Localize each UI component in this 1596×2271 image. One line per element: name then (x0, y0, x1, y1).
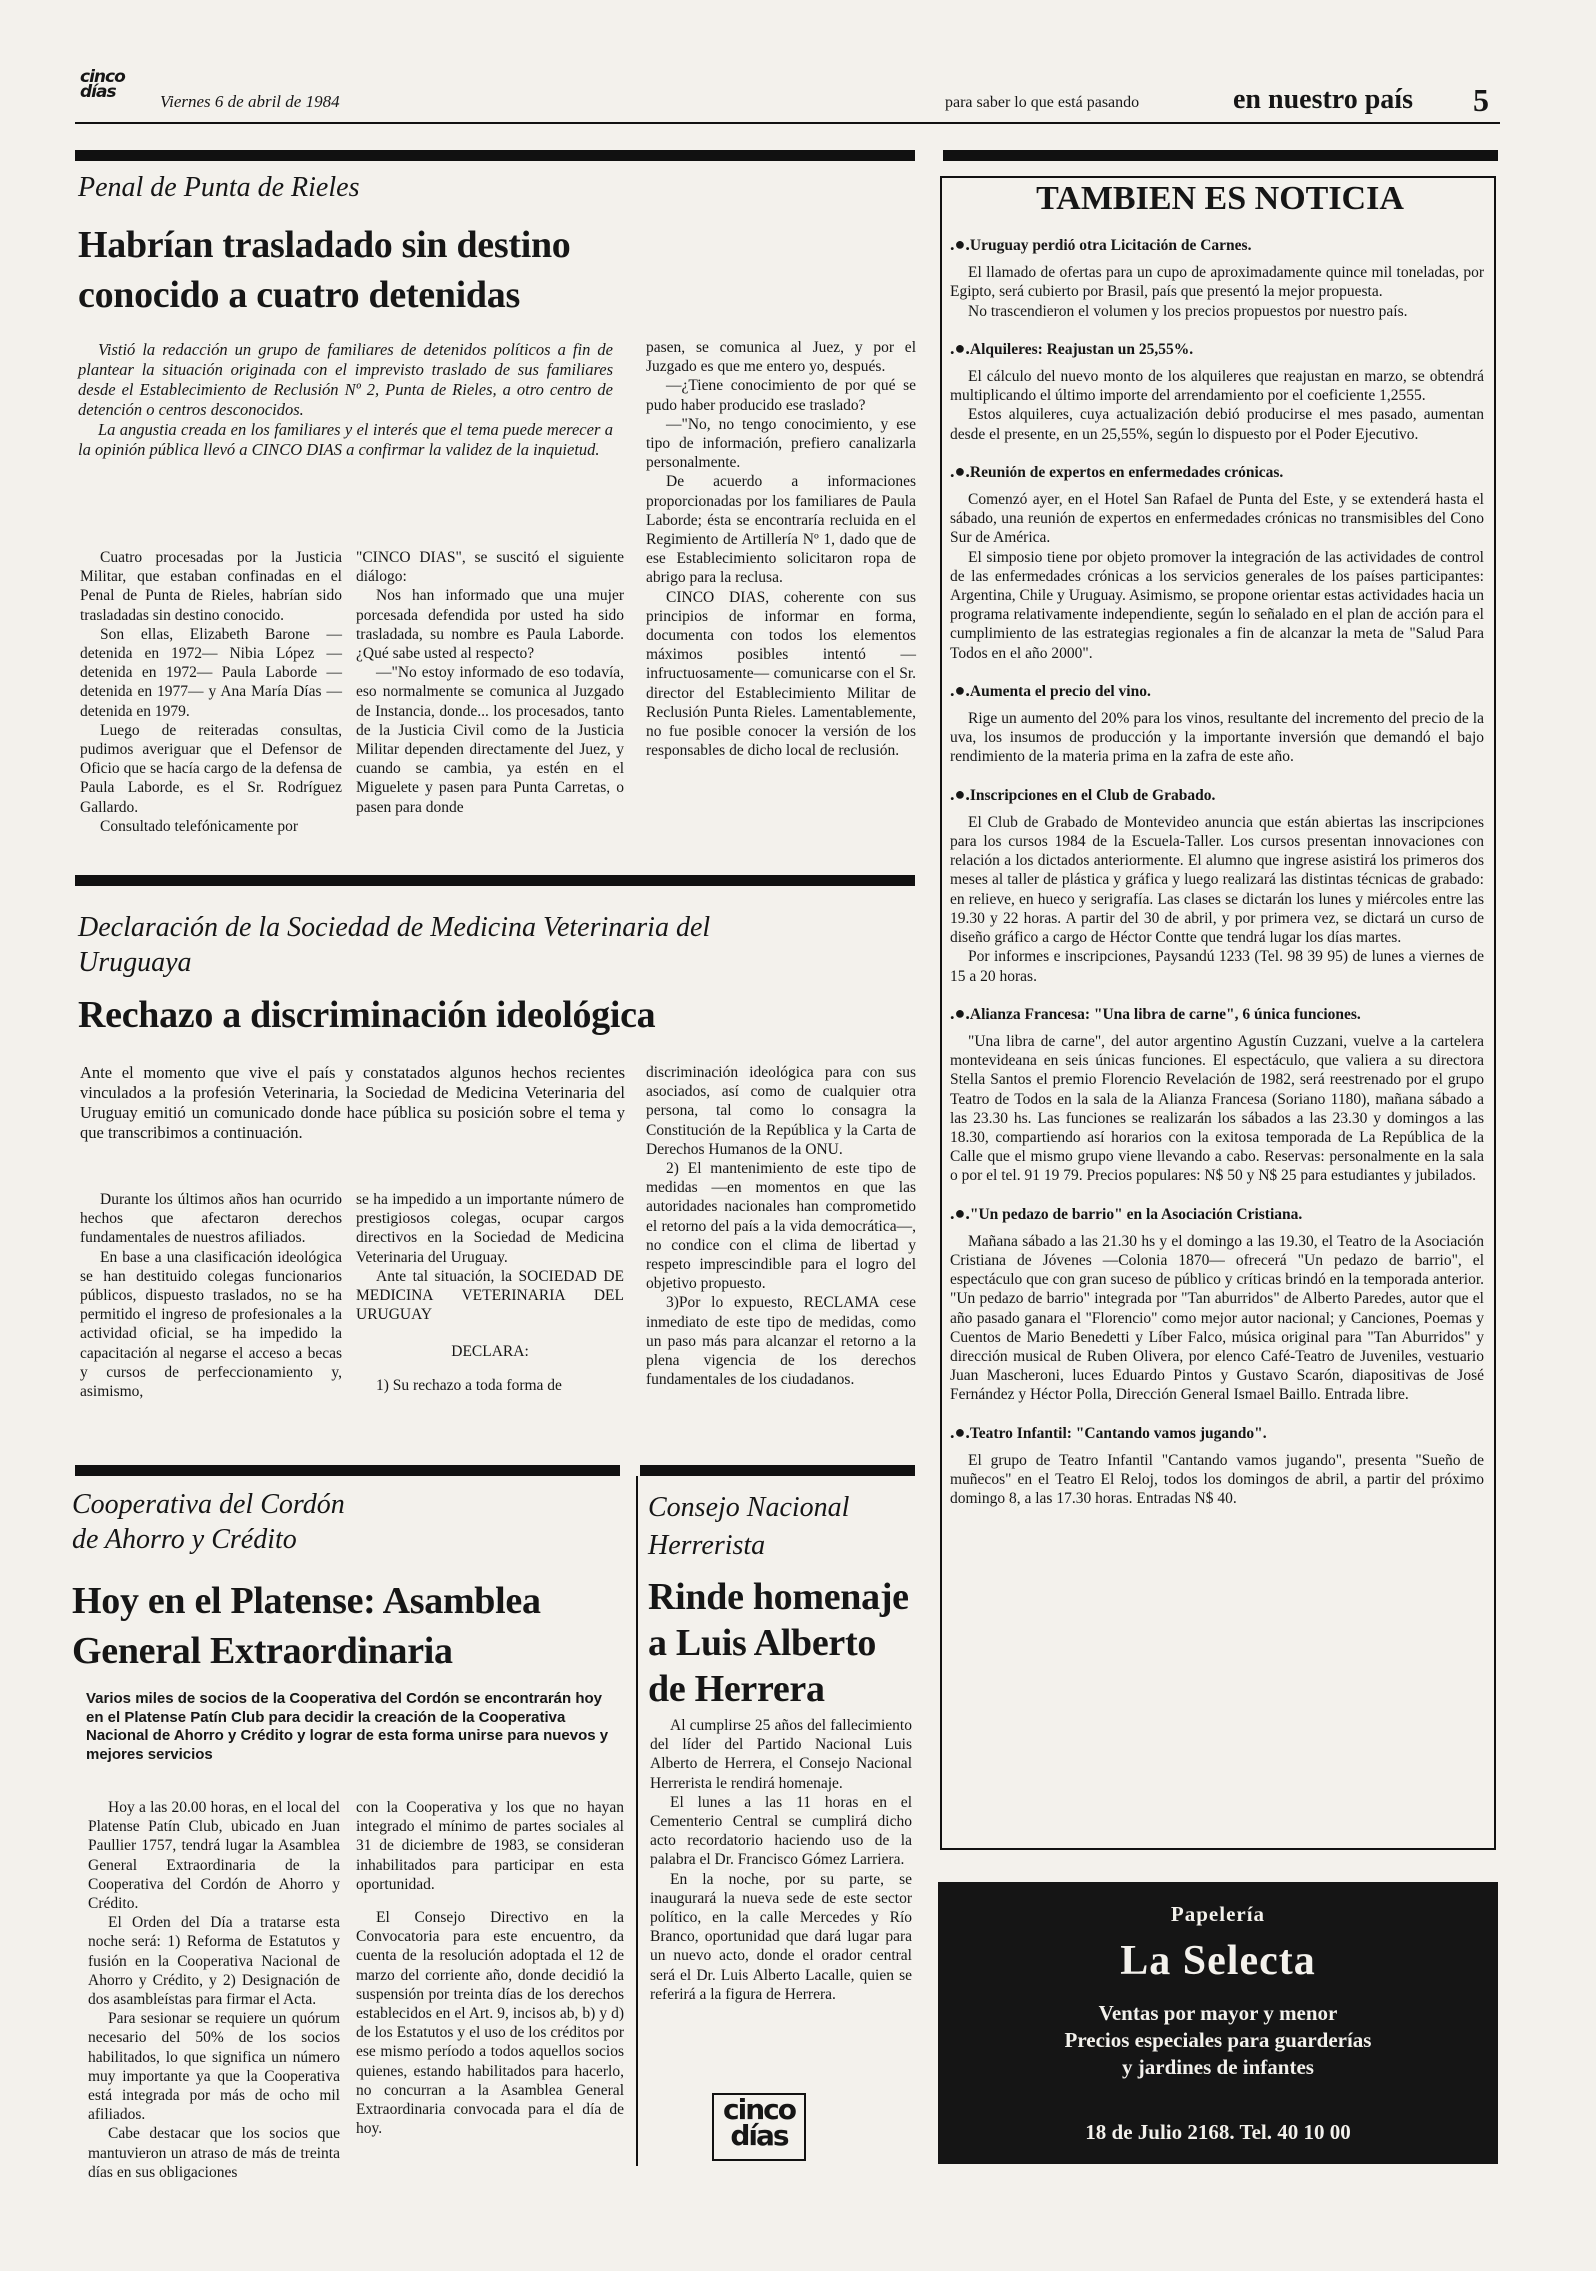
noticias-item-heading: .●.Teatro Infantil: "Cantando vamos jugando". (950, 1421, 1267, 1442)
ad-box (938, 1882, 1498, 2164)
article4-headline-line2: a Luis Alberto (648, 1622, 877, 1664)
article2-col1-p1: Durante los últimos años han ocurrido hechos que afectaron derechos fundamentales de nuestros afiliados. (80, 1191, 342, 1247)
article2-col2-p1: se ha impedido a un importante número de prestigiosos colegas, ocupar cargos directivos en la Sociedad de Medicina Veterinaria del Uruguay. (356, 1191, 624, 1266)
noticias-item-p2: No trascendieron el volumen y los precios propuestos por nuestro país. (968, 302, 1408, 320)
noticias-item-heading: .●.Uruguay perdió otra Licitación de Carnes. (950, 234, 1252, 254)
ad-name: La Selecta (1120, 1938, 1316, 1984)
masthead (0, 0, 1596, 140)
noticias-item-heading: .●.Inscripciones en el Club de Grabado. (950, 783, 1216, 804)
article3-section-line2: de Ahorro y Crédito (72, 1524, 297, 1555)
noticias-item-heading: .●.Alquileres: Reajustan un 25,55%. (950, 337, 1194, 358)
article1-section: Penal de Punta de Rieles (78, 172, 360, 203)
noticias-item (950, 681, 1484, 767)
article4-top-bar (640, 1465, 915, 1476)
article3-col1-p3: Para sesionar se requiere un quórum necesario del 50% de los socios habilitados, lo que significa un número muy importante ya que la Cooperativa está integrada por más de ocho mil afiliados. (88, 2010, 340, 2124)
noticias-top-bar (943, 150, 1498, 161)
ad-line1: Ventas por mayor y menor (1098, 2001, 1338, 2025)
noticias-item (950, 1004, 1484, 1186)
article3-col1 (88, 1798, 340, 2182)
article1-col3-p1: pasen, se comunica al Juez, y por el Juzgado es que me entero yo, después. (646, 339, 916, 376)
noticias-item-heading: .●."Un pedazo de barrio" en la Asociación Cristiana. (950, 1202, 1303, 1223)
noticias-item (950, 339, 1484, 444)
noticias-item-p1: El cálculo del nuevo monto de los alquileres que reajustan en marzo, se obtendrá multiplicando el último importe del arrendamiento por el coeficiente 1,2555. (950, 368, 1484, 405)
article4-p2: El lunes a las 11 horas en el Cementerio Central se cumplirá dicho acto recordatorio haciendo uso de la palabra el Dr. Francisco Gómez Larriera. (650, 1793, 912, 1869)
article2-intro-text: Ante el momento que vive el país y constatados algunos hechos recientes vinculados a la profesión Veterinaria, la Sociedad de Medicina Veterinaria del Uruguay emitió un comunicado donde hace pública su posición sobre el tema y que transcribimos a continuación. (80, 1063, 625, 1142)
article3-lead: Varios miles de socios de la Cooperativa del Cordón se encontrarán hoy en el Platense Patín Club para decidir la creación de la Cooperativa Nacional de Ahorro y Crédito y lograr de esta forma unirse para nuevos y mejores servicios (86, 1690, 609, 1763)
noticias-item-p2: Por informes e inscripciones, Paysandú 1233 (Tel. 98 39 95) de lunes a viernes de 15 a 20 horas. (950, 948, 1484, 985)
article4-headline-line1: Rinde homenaje (648, 1576, 909, 1618)
noticias-item-heading: .●.Aumenta el precio del vino. (950, 679, 1151, 700)
noticias-item (950, 1204, 1484, 1405)
article2-col3-p3: 3)Por lo expuesto, RECLAMA cese inmediato de este tipo de medidas, como un paso más para alcanzar el retorno a la plena vigencia de los derechos fundamentales de los ciudadanos. (646, 1294, 916, 1389)
masthead-date: Viernes 6 de abril de 1984 (160, 92, 340, 111)
ad-address: 18 de Julio 2168. Tel. 40 10 00 (1085, 2120, 1351, 2144)
article1-col2-p1: "CINCO DIAS", se suscitó el siguiente diálogo: (356, 549, 624, 586)
article2-col1-p2: En base a una clasificación ideológica se han destituido colegas funcionarios públicos, dispuesto traslados, no se ha permitido el ingreso de profesionales a la actividad oficial, se ha impedido la capacitación al negarse el acceso a becas y cursos de perfeccionamiento y, asimismo, (80, 1248, 342, 1401)
article1-col3-p4: De acuerdo a informaciones proporcionadas por los familiares de Paula Laborde; ésta se encontraría recluida en el Regimiento de Artillería Nº 1, dado que de ese Establecimiento solicitaron ropa de abrigo para la reclusa. (646, 473, 916, 587)
article2-col2-p2: Ante tal situación, la SOCIEDAD DE MEDICINA VETERINARIA DEL URUGUAY (356, 1267, 624, 1324)
article4-box-border (636, 1476, 638, 2166)
article4-logo (712, 2093, 806, 2161)
ad-top: Papelería (1170, 1902, 1266, 1926)
page-number: 5 (1473, 82, 1489, 118)
noticias-item (950, 235, 1484, 321)
article1-col3 (646, 338, 916, 760)
article1-col1-p1: Cuatro procesadas por la Justicia Militar, que estaban confinadas en el Penal de Punta de Rieles, habrían sido trasladadas sin destino conocido. (80, 549, 342, 624)
article4-logo-text: cinco días (723, 2093, 795, 2152)
article4-section-line1: Consejo Nacional (648, 1492, 850, 1523)
article1-lead-p1: Vistió la redacción un grupo de familiares de detenidos políticos a fin de plantear la situación originada con el imprevisto traslado de sus familiares desde el Establecimiento de Reclusión Nº 2, Punta de Rieles, a otro centro de detención o centros desconocidos. (78, 340, 613, 419)
article1-col3-p5: CINCO DIAS, coherente con sus principios de informar en forma, documenta con todos los elementos máximos posibles intentó —infructuosamente— comunicarse con el Sr. director del Establecimiento Militar de Reclusión Punta Rieles. Lamentablemente, no fue posible conocer la versión de los responsables de dicho local de reclusión. (646, 588, 916, 760)
article2-col3-p2: 2) El mantenimiento de este tipo de medidas —en momentos en que las autoridades nacionales han comprometido el retorno del país a la vida democrática—, no condice con el clima de libertad y respeto imprescindible para el logro del objetivo propuesto. (646, 1160, 916, 1293)
article1-col3-p2: —¿Tiene conocimiento de por qué se pudo haber producido ese traslado? (646, 377, 916, 414)
article3-top-bar (75, 1465, 620, 1476)
article2-top-bar (75, 875, 915, 886)
article3-headline-line1: Hoy en el Platense: Asamblea (72, 1580, 541, 1622)
noticias-item-p1: El Club de Grabado de Montevideo anuncia que están abiertas las inscripciones para los cursos 1984 de la Escuela-Taller. Los cursos presentan innovaciones con relación a los dictados anteriormente. El alumno que ingrese asistirá los primeros dos meses al taller de plástica y gráfica y luego realizará las distintas técnicas de grabado: en relieve, en hueco y serigrafía. Las clases se dictarán los lunes y miércoles entre las 19.30 y 22 horas. A partir del 30 de abril, y por primera vez, se dictará un curso de diseño gráfico a cargo de Héctor Contte que tendrá lugar los días martes. (950, 813, 1484, 947)
article2-col2 (356, 1190, 624, 1395)
article1-top-bar (75, 150, 915, 161)
article1-col1-p3: Luego de reiteradas consultas, pudimos averiguar que el Defensor de Oficio que se hacía cargo de la defensa de Paula Laborde, es el Sr. Rodríguez Gallardo. (80, 721, 342, 816)
article3-col2-p1: con la Cooperativa y los que no hayan integrado el mínimo de partes sociales al 31 de diciembre de 1983, se consideran inhabilitados para participar en esta oportunidad. (356, 1799, 624, 1893)
noticias-item-p1: Rige un aumento del 20% para los vinos, resultante del incremento del precio de la uva, los insumos de producción y la importante inversión que demandó el bajo rendimiento de la materia prima en la zafra de este año. (950, 710, 1484, 766)
noticias-item (950, 785, 1484, 986)
noticias-item-p1: "Una libra de carne", del autor argentino Agustín Cuzzani, vuelve a la cartelera montevideana en seis únicas funciones. El espectáculo, que valiera a su directora Stella Santos el premio Florencio Revelación de 1982, será reestrenado por el grupo Teatro de Todos en la sala de la Alianza Francesa (Soriano 1180), mañana sábado a las 23.30 hs. Las funciones se realizarán los sábados a las 23.30 y domingos a las 18.30, compartiendo así horarios con la exitosa temporada de La República de la Calle que el mismo grupo viene llevando a cabo. Reservas: personalmente en la sala o por el tel. 91 19 79. Precios populares: N$ 50 y N$ 25 para estudiantes y jubilados. (950, 1032, 1484, 1185)
masthead-section: en nuestro país (1233, 84, 1413, 115)
noticias-item-p1: Comenzó ayer, en el Hotel San Rafael de Punta del Este, y se extenderá hasta el sábado, una reunión de expertos en enfermedades crónicas no transmisibles del Cono Sur de América. (950, 491, 1484, 547)
article1-col1-p4: Consultado telefónicamente por (100, 817, 298, 835)
article2-col2-p3: 1) Su rechazo a toda forma de (376, 1376, 562, 1394)
noticias-item-heading: .●.Reunión de expertos en enfermedades crónicas. (950, 460, 1284, 481)
noticias-item-p2: Estos alquileres, cuya actualización debió producirse el mes pasado, aumentan desde el presente, en un 25,55%, según lo dispuesto por el Poder Ejecutivo. (950, 406, 1484, 443)
article1-lead (78, 340, 613, 460)
article1-col2 (356, 548, 624, 817)
article1-headline-line1: Habrían trasladado sin destino (78, 224, 571, 266)
noticias-item-p1: El grupo de Teatro Infantil "Cantando vamos jugando", presenta "Sueño de muñecos" en el Teatro El Reloj, todos los domingos de abril, a partir del próximo domingo 8, a las 17.30 horas. Entradas N$ 40. (950, 1451, 1484, 1508)
article4-p1: Al cumplirse 25 años del fallecimiento del líder del Partido Nacional Luis Alberto de Herrera, el Consejo Nacional Herrerista le rendirá homenaje. (650, 1717, 912, 1792)
article4-p3: En la noche, por su parte, se inaugurará la nueva sede de este sector político, en la calle Mercedes y Río Branco, oportunidad que dará lugar para un nuevo acto, donde el orador central será el Dr. Luis Alberto Lacalle, quien se referirá a la figura de Herrera. (650, 1870, 912, 2003)
article2-col3 (646, 1063, 916, 1389)
noticias-item-heading: .●.Alianza Francesa: "Una libra de carne", 6 única funciones. (950, 1002, 1361, 1023)
ad-line3: y jardines de infantes (1122, 2055, 1314, 2079)
article2-col3-p1: discriminación ideológica para con sus asociados, así como de cualquier otra persona, tal como lo consagra la Constitución de la República y la Carta de Derechos Humanos de la ONU. (646, 1064, 916, 1158)
article3-col1-p1: Hoy a las 20.00 horas, en el local del Platense Patín Club, ubicado en Juan Paullier 1757, tendrá lugar la Asamblea General Extraordinaria de la Cooperativa del Cordón de Ahorro y Crédito. (88, 1799, 340, 1913)
article3-col2 (356, 1798, 624, 2138)
article3-col1-p2: El Orden del Día a tratarse esta noche será: 1) Reforma de Estatutos y fusión en la Cooperativa Nacional de Ahorro y Crédito, y 2) Designación de dos asambleístas para firmar el Acta. (88, 1914, 340, 2009)
ad-line2: Precios especiales para guarderías (1064, 2028, 1372, 2052)
article1-col1-p2: Son ellas, Elizabeth Barone —detenida en 1972— Nibia López —detenida en 1972— Paula Laborde —detenida en 1977— y Ana María Días —detenida en 1979. (80, 625, 342, 720)
article3-col1-p4: Cabe destacar que los socios que mantuvieron un atraso de más de treinta días en sus obligaciones (88, 2125, 340, 2181)
article1-col2-p2: Nos han informado que una mujer porcesada defendida por usted ha sido trasladada, su nombre es Paula Laborde. ¿Qué sabe usted al respecto? (356, 587, 624, 663)
article2-intro (80, 1063, 625, 1143)
noticias-title: TAMBIEN ES NOTICIA (1036, 180, 1404, 217)
article4-section-line2: Herrerista (648, 1530, 766, 1561)
noticias-item (950, 462, 1484, 663)
article3-headline-line2: General Extraordinaria (72, 1630, 453, 1672)
article1-headline-line2: conocido a cuatro detenidas (78, 274, 520, 316)
article2-col2-declara: DECLARA: (451, 1343, 529, 1361)
noticias-item-p1: El llamado de ofertas para un cupo de aproximadamente quince mil toneladas, por Egipto, será cubierto por Brasil, país que presentó la mejor propuesta. (950, 264, 1484, 301)
article1-col2-p3: —"No estoy informado de eso todavía, eso normalmente se comunica al Juzgado de Instancia, donde... los procesados, tanto de la Justicia Civil como de la Justicia Militar dependen directamente del Juez, y cuando se cambia, ya estén en el Miguelete y pasen para Punta Carretas, o pasen para donde (356, 664, 624, 816)
article2-section: Declaración de la Sociedad de Medicina Veterinaria del Uruguaya (78, 912, 711, 978)
masthead-tagline: para saber lo que está pasando (945, 94, 1140, 111)
noticias-item-p1: Mañana sábado a las 21.30 hs y el domingo a las 19.30, el Teatro de la Asociación Cristiana de Jóvenes —Colonia 1870— ofrecerá "Un pedazo de barrio", el espectáculo que con gran suceso de público y críticas brindó en la temporada anterior. "Un pedazo de barrio" integrada por "Tan aburridos" de Alberto Paredes, autor que el año pasado ganara el "Florencio" como mejor autor nacional; y Canciones, Poemas y Cuentos de Mario Benedetti y Líber Falco, música original para "Tan Aburridos" y dirección musical de Ruben Olivera, por elenco Café-Teatro de Juveniles, vestuario Juan Mascheroni, luces Eduardo Pintos y Gustavo Scarón, diapositivas de José Fernández y Héctor Polla, Dirección General Ismael Baillo. Entrada libre. (950, 1232, 1484, 1404)
article4-body (650, 1716, 912, 2004)
article2-headline: Rechazo a discriminación ideológica (78, 994, 656, 1036)
article3-col2-p2: El Consejo Directivo en la Convocatoria para este encuentro, da cuenta de la resolución adoptada el 12 de marzo del corriente año, donde decidió la suspensión por treinta días de los derechos establecidos en el Art. 9, incisos ab, b) y d) de los Estatutos y el uso de los créditos por ese mismo período a todos aquellos socios quienes, estando habilitados para hacerlo, no concurran a la Asamblea General Extraordinaria convocada para el día de hoy. (356, 1909, 624, 2138)
article4-headline-line3: de Herrera (648, 1668, 825, 1710)
noticias-item (950, 1423, 1484, 1509)
article1-col3-p3: —"No, no tengo conocimiento, y ese tipo de información, prefiero canalizarla personalmente. (646, 415, 916, 472)
article1-col1 (80, 548, 342, 836)
masthead-logo: cinco días (80, 67, 125, 102)
noticias-item-p2: El simposio tiene por objeto promover la integración de las actividades de control de las enfermedades crónicas a los servicios generales de los países participantes: Argentina, Chile y Uruguay. Asimismo, se propone orientar estas actividades hacia un programa relativamente independiente, según lo señalado en el plan de acción para el cumplimiento de las estrategias regionales a fin de alcanzar la meta de "Salud Para Todos en el año 2000". (950, 548, 1484, 662)
article3-section-line1: Cooperativa del Cordón (72, 1489, 345, 1520)
noticias-list (950, 235, 1484, 1526)
masthead-rule (75, 122, 1500, 124)
article2-col1 (80, 1190, 342, 1401)
article1-lead-p2: La angustia creada en los familiares y el interés que el tema puede merecer a la opinión pública llevó a CINCO DIAS a confirmar la validez de la inquietud. (78, 420, 613, 459)
